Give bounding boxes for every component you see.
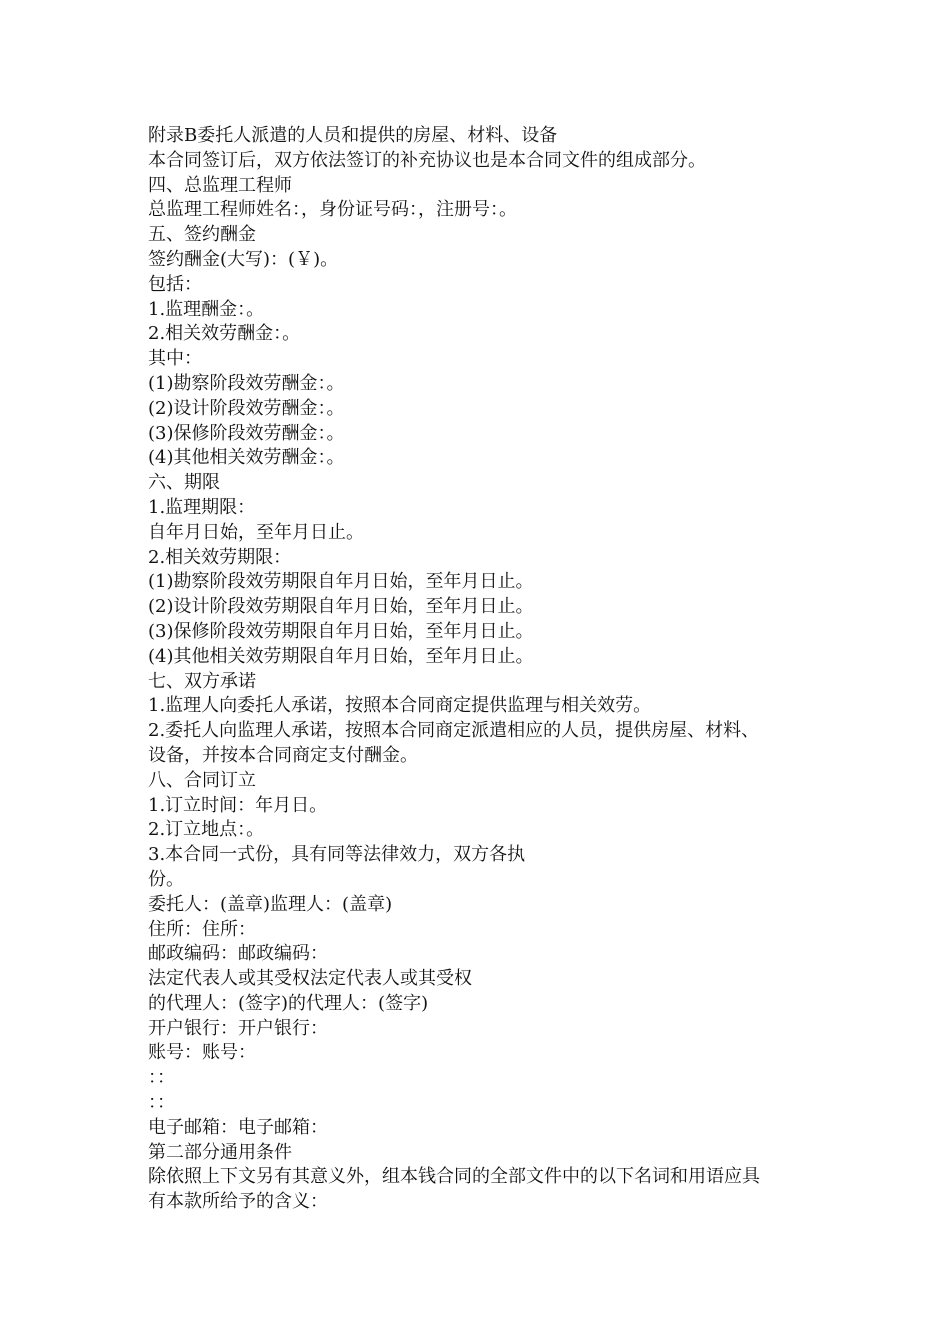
supervisor-commitment-line: 1.监理人向委托人承诺，按照本合同商定提供监理与相关效劳。: [148, 695, 652, 717]
survey-stage-term-line: (1)勘察阶段效劳期限自年月日始，至年月日止。: [148, 571, 534, 593]
chief-engineer-info-line: 总监理工程师姓名：，身份证号码：，注册号：。: [148, 199, 517, 221]
copies-continued-line: 份。: [148, 868, 184, 890]
warranty-stage-term-line: (3)保修阶段效劳期限自年月日始，至年月日止。: [148, 620, 534, 642]
section-heading-remuneration: 五、签约酬金: [148, 224, 256, 246]
bank-line: 开户银行：开户银行：: [148, 1017, 328, 1039]
supervision-term-line: 1.监理期限：: [148, 496, 256, 518]
supervision-fee-line: 1.监理酬金：。: [148, 298, 265, 320]
section-heading-chief-engineer: 四、总监理工程师: [148, 174, 292, 196]
other-service-term-line: (4)其他相关效劳期限自年月日始，至年月日止。: [148, 645, 534, 667]
address-line: 住所：住所：: [148, 918, 256, 940]
other-service-fee-line: (4)其他相关效劳酬金：。: [148, 447, 345, 469]
document-body: [148, 124, 808, 1215]
related-service-fee-line: 2.相关效劳酬金：。: [148, 323, 301, 345]
copies-line: 3.本合同一式份，具有同等法律效力，双方各执: [148, 844, 526, 866]
among-which-line: 其中：: [148, 348, 202, 370]
account-number-line: 账号：账号：: [148, 1042, 256, 1064]
section-heading-commitments: 七、双方承诺: [148, 670, 256, 692]
parties-seal-line: 委托人：(盖章)监理人：(盖章): [148, 893, 393, 915]
conclusion-place-line: 2.订立地点：。: [148, 819, 265, 841]
client-commitment-continued-line: 设备，并按本合同商定支付酬金。: [148, 744, 418, 766]
supplement-agreement-line: 本合同签订后，双方依法签订的补充协议也是本合同文件的组成部分。: [148, 149, 706, 171]
warranty-stage-fee-line: (3)保修阶段效劳酬金：。: [148, 422, 345, 444]
design-stage-term-line: (2)设计阶段效劳期限自年月日始，至年月日止。: [148, 596, 534, 618]
includes-line: 包括：: [148, 273, 202, 295]
appendix-b-line: 附录B委托人派遣的人员和提供的房屋、材料、设备: [148, 125, 558, 146]
definitions-intro-line: 除依照上下文另有其意义外，组本钱合同的全部文件中的以下名词和用语应具: [148, 1166, 760, 1188]
conclusion-time-line: 1.订立时间：年月日。: [148, 794, 328, 816]
related-service-term-line: 2.相关效劳期限：: [148, 546, 292, 568]
agent-signature-line: 的代理人：(签字)的代理人：(签字): [148, 992, 429, 1014]
blank-field-line-1: ：：: [148, 1067, 175, 1089]
survey-stage-fee-line: (1)勘察阶段效劳酬金：。: [148, 372, 345, 394]
design-stage-fee-line: (2)设计阶段效劳酬金：。: [148, 397, 345, 419]
part-two-heading: 第二部分通用条件: [148, 1141, 292, 1163]
postal-code-line: 邮政编码：邮政编码：: [148, 943, 328, 965]
supervision-term-dates-line: 自年月日始，至年月日止。: [148, 521, 364, 543]
legal-representative-line: 法定代表人或其受权法定代表人或其受权: [148, 968, 472, 990]
section-heading-conclusion: 八、合同订立: [148, 769, 256, 791]
client-commitment-line: 2.委托人向监理人承诺，按照本合同商定派遣相应的人员，提供房屋、材料、: [148, 720, 760, 742]
definitions-intro-continued-line: 有本款所给予的含义：: [148, 1191, 328, 1213]
blank-field-line-2: ：：: [148, 1092, 175, 1114]
section-heading-term: 六、期限: [148, 472, 220, 494]
remuneration-amount-line: 签约酬金(大写)：(￥)。: [148, 248, 339, 270]
email-line: 电子邮箱：电子邮箱：: [148, 1116, 328, 1138]
